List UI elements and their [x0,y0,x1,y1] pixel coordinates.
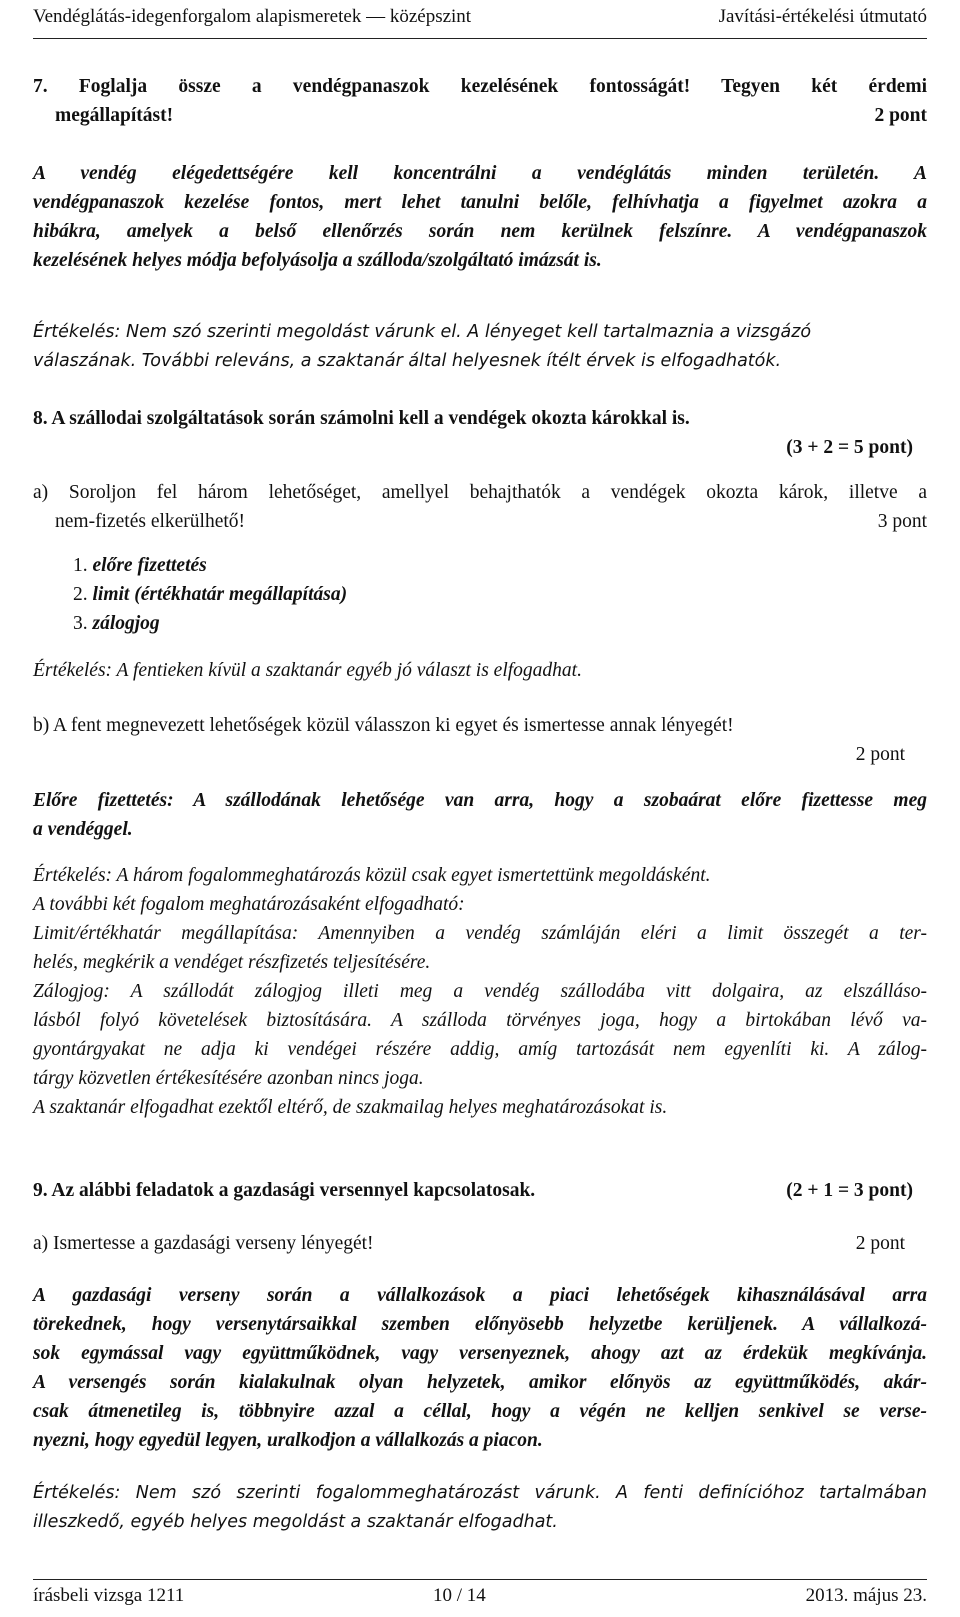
q9-title-text: 9. Az alábbi feladatok a gazdasági versennyel kapcsolatosak. [33,1180,536,1201]
q8-points-total: (3 + 2 = 5 pont) [786,437,913,458]
header-title: Vendéglátás-idegenforgalom alapismeretek — középszint [33,6,472,27]
q9a-question [33,1229,927,1258]
q8b-question-line: b) A fent megnevezett lehetőségek közül válasszon ki egyet és ismertesse annak lényegét! [33,715,734,736]
footer-date: 2013. május 23. [805,1585,927,1606]
header-divider [33,38,927,39]
q8b-evaluation [33,861,927,1122]
q8-title [33,404,927,462]
q9-title [33,1176,927,1205]
list-text: zálogjog [92,613,160,634]
q7-evaluation [33,318,927,376]
q8b-question [33,711,927,769]
q9a-question-text: a) Ismertesse a gazdasági verseny lényegét! [33,1233,374,1254]
header-subtitle: Javítási-értékelési útmutató [718,6,927,27]
q7-answer-line: vendégpanaszok kezelése fontos, mert lehet tanulni belőle, felhívhatja a figyelmet azokra a [33,192,927,213]
q7-points: 2 pont [874,105,927,126]
q8b-answer-line: Előre fizettetés: A szállodának lehetősége van arra, hogy a szobaárat előre fizettesse meg [33,790,927,811]
q7-title [33,72,927,130]
q9a-answer-line: törekednek, hogy versenytársaikkal szemben előnyösebb helyzetbe kerüljenek. A vállalkozá- [33,1314,927,1335]
q8a-question [33,478,927,536]
list-text: limit (értékhatár megállapítása) [92,584,348,605]
q7-answer-line: hibákra, amelyek a belső ellenőrzés során nem kerülnek felszínre. A vendégpanaszok [33,221,927,242]
q8b-eval-line: helés, megkérik a vendéget részfizetés teljesítésére. [33,952,431,973]
page-number: 10 / 14 [433,1585,486,1606]
q9-eval-line: Értékelés: Nem szó szerinti fogalommeghatározást várunk. A fenti definícióhoz tartalmában [33,1483,927,1503]
q7-answer-line: A vendég elégedettségére kell koncentrálni a vendéglátás minden területén. A [33,163,927,184]
q9a-answer-line: A versengés során kialakulnak olyan helyzetek, amikor előnyös az együttműködés, akár- [33,1372,927,1393]
q8a-points: 3 pont [877,511,927,532]
q9-title-row [33,1176,927,1205]
q7-title-line2: megállapítást! [55,105,174,126]
q9a-answer-line: nyezni, hogy egyedül legyen, uralkodjon a vállalkozás a piacon. [33,1430,543,1451]
q9a-question-row [33,1229,927,1258]
q7-eval-line: Értékelés: Nem szó szerinti megoldást várunk el. A lényeget kell tartalmaznia a vizsgázó [33,322,812,342]
q8b-eval-line: A további két fogalom meghatározásaként elfogadható: [33,894,465,915]
q8b-eval-line: lásból folyó követelések biztosítására. A szálloda törvényes joga, hogy a birtokában lévő va- [33,1010,927,1031]
list-item [73,551,207,580]
q7-answer-line: kezelésének helyes módja befolyásolja a szálloda/szolgáltató imázsát is. [33,250,602,271]
q8-points-row [33,433,927,462]
q7-title-line1: 7. Foglalja össze a vendégpanaszok kezelésének fontosságát! Tegyen két érdemi [33,76,927,97]
footer-divider [33,1579,927,1580]
list-item [73,609,160,638]
q7-answer [33,159,927,275]
q9a-answer [33,1281,927,1455]
list-item [73,580,347,609]
q8b-eval-line: Értékelés: A három fogalommeghatározás közül csak egyet ismertettünk megoldásként. [33,865,711,886]
q8b-eval-line: gyontárgyakat ne adja ki vendégei részére addig, amíg tartozását nem egyenlíti ki. A zálog- [33,1039,927,1060]
q8a-question-line2-row [33,507,949,536]
q8b-points-row [33,740,927,769]
q8b-eval-line: tárgy közvetlen értékesítésére azonban nincs joga. [33,1068,424,1089]
q9-evaluation [33,1479,927,1537]
list-number: 1. [73,555,88,576]
q7-title-line2-row [33,101,949,130]
page-header [33,6,927,34]
q8b-eval-line: Zálogjog: A szállodát zálogjog illeti meg a vendég szállodába vitt dolgaira, az elszálláso- [33,981,927,1002]
q9-points-total: (2 + 1 = 3 pont) [786,1180,913,1201]
q7-eval-line: válaszának. További releváns, a szaktanár által helyesnek ítélt érvek is elfogadhatók. [33,351,782,371]
q8b-answer [33,786,927,844]
q8-title-text: 8. A szállodai szolgáltatások során számolni kell a vendégek okozta károkkal is. [33,408,690,429]
list-number: 2. [73,584,88,605]
footer-exam-id: írásbeli vizsga 1211 [33,1585,185,1606]
q9a-points: 2 pont [855,1233,905,1254]
q8b-eval-line: A szaktanár elfogadhat ezektől eltérő, de szakmailag helyes meghatározásokat is. [33,1097,668,1118]
q8a-evaluation [33,656,927,685]
q9a-answer-line: A gazdasági verseny során a vállalkozások a piaci lehetőségek kihasználásával arra [33,1285,927,1306]
q8a-eval-line: Értékelés: A fentieken kívül a szaktanár egyéb jó választ is elfogadhat. [33,660,582,681]
q8b-answer-line: a vendéggel. [33,819,133,840]
q8b-eval-line: Limit/értékhatár megállapítása: Amennyiben a vendég számláján eléri a limit összegét a ter- [33,923,927,944]
q9a-answer-line: sok egymással vagy együttműködnek, vagy versenyeznek, ahogy azt az érdekük megkívánja. [33,1343,927,1364]
q9a-answer-line: csak átmenetileg is, többnyire azzal a céllal, hogy a végén ne kelljen senkivel se verse- [33,1401,927,1422]
list-number: 3. [73,613,88,634]
q8a-answer-list [33,551,927,641]
list-text: előre fizettetés [92,555,207,576]
q8b-points: 2 pont [855,744,905,765]
q8a-question-line1: a) Soroljon fel három lehetőséget, amellyel behajthatók a vendégek okozta károk, illetve a [33,482,927,503]
q9-eval-line: illeszkedő, egyéb helyes megoldást a szaktanár elfogadhat. [33,1512,558,1532]
q8a-question-line2: nem-fizetés elkerülhető! [55,511,246,532]
